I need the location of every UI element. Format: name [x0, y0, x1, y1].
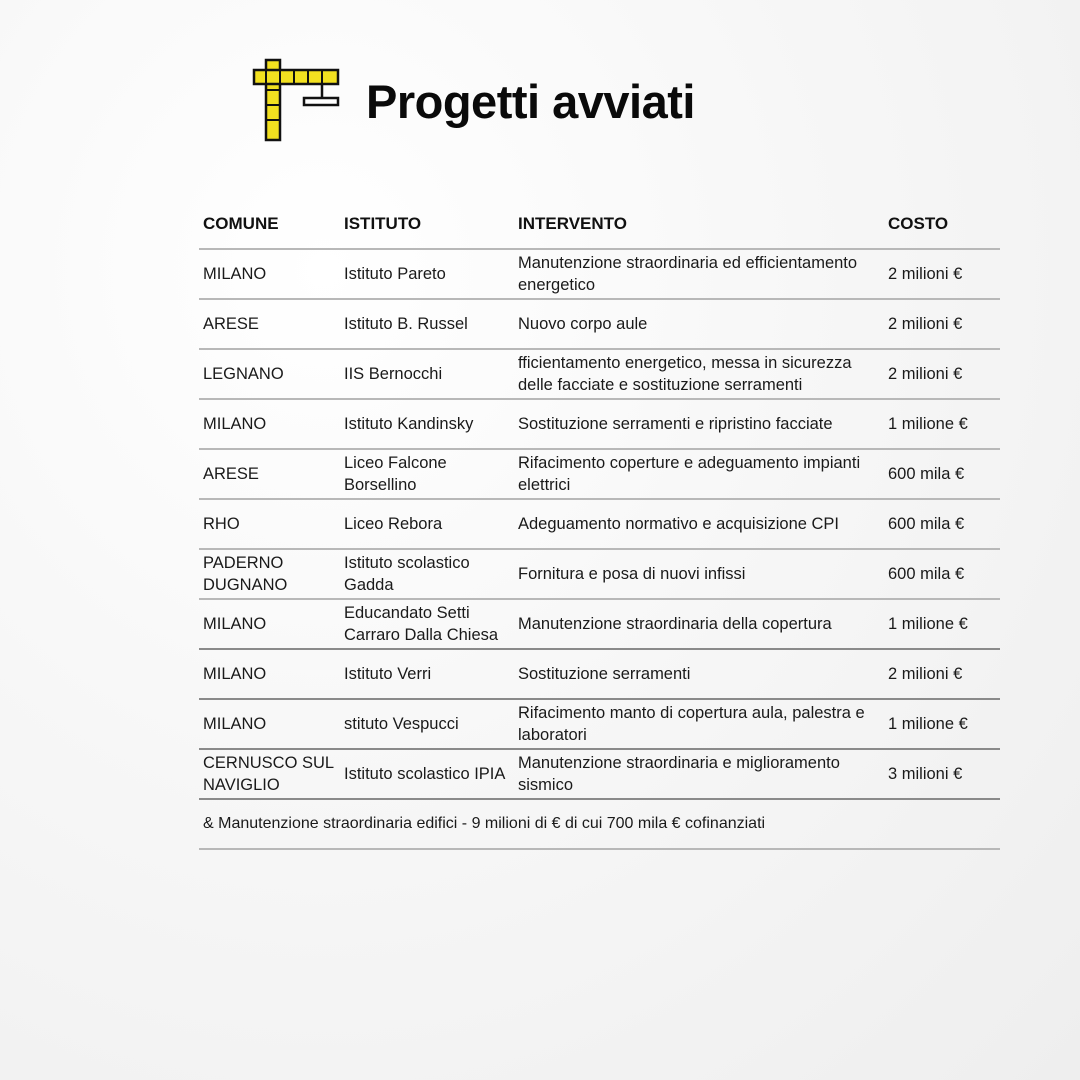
cell-costo: 600 mila €	[884, 549, 1000, 599]
cell-costo: 600 mila €	[884, 449, 1000, 499]
cell-comune: PADERNO DUGNANO	[199, 549, 340, 599]
cell-intervento: Manutenzione straordinaria e miglioramento sismico	[514, 749, 884, 799]
cell-costo: 2 milioni €	[884, 649, 1000, 699]
cell-istituto: Istituto Kandinsky	[340, 399, 514, 449]
column-header-costo: COSTO	[884, 200, 1000, 249]
table-row	[199, 599, 1000, 649]
cell-comune: RHO	[199, 499, 340, 549]
cell-istituto: Istituto Verri	[340, 649, 514, 699]
table-row	[199, 299, 1000, 349]
cell-comune: MILANO	[199, 399, 340, 449]
cell-istituto: stituto Vespucci	[340, 699, 514, 749]
cell-costo: 1 milione €	[884, 399, 1000, 449]
cell-intervento: Adeguamento normativo e acquisizione CPI	[514, 499, 884, 549]
cell-istituto: Istituto B. Russel	[340, 299, 514, 349]
cell-costo: 2 milioni €	[884, 249, 1000, 299]
cell-comune: MILANO	[199, 249, 340, 299]
cell-comune: CERNUSCO SUL NAVIGLIO	[199, 749, 340, 799]
table-row	[199, 499, 1000, 549]
table-row	[199, 249, 1000, 299]
table-header-row	[199, 200, 1000, 249]
cell-istituto: Liceo Rebora	[340, 499, 514, 549]
cell-intervento: Sostituzione serramenti	[514, 649, 884, 699]
table-row	[199, 649, 1000, 699]
cell-costo: 3 milioni €	[884, 749, 1000, 799]
cell-intervento: Fornitura e posa di nuovi infissi	[514, 549, 884, 599]
column-header-comune: COMUNE	[199, 200, 340, 249]
cell-intervento: Manutenzione straordinaria ed efficientamento energetico	[514, 249, 884, 299]
cell-istituto: Istituto Pareto	[340, 249, 514, 299]
cell-comune: MILANO	[199, 699, 340, 749]
cell-istituto: Educandato Setti Carraro Dalla Chiesa	[340, 599, 514, 649]
cell-comune: ARESE	[199, 449, 340, 499]
table-row	[199, 749, 1000, 799]
cell-comune: ARESE	[199, 299, 340, 349]
cell-intervento: Sostituzione serramenti e ripristino facciate	[514, 399, 884, 449]
cell-istituto: IIS Bernocchi	[340, 349, 514, 399]
table-footnote: & Manutenzione straordinaria edifici - 9 milioni di € di cui 700 mila € cofinanziati	[199, 799, 1000, 849]
cell-istituto: Liceo Falcone Borsellino	[340, 449, 514, 499]
table-row	[199, 399, 1000, 449]
table-note-row	[199, 799, 1000, 849]
cell-comune: MILANO	[199, 649, 340, 699]
table-row	[199, 449, 1000, 499]
cell-costo: 2 milioni €	[884, 349, 1000, 399]
cell-comune: LEGNANO	[199, 349, 340, 399]
page-header	[252, 58, 695, 144]
cell-costo: 1 milione €	[884, 599, 1000, 649]
projects-table-container	[199, 200, 1000, 850]
cell-intervento: Nuovo corpo aule	[514, 299, 884, 349]
cell-intervento: fficientamento energetico, messa in sicurezza delle facciate e sostituzione serramenti	[514, 349, 884, 399]
cell-intervento: Rifacimento coperture e adeguamento impianti elettrici	[514, 449, 884, 499]
cell-costo: 600 mila €	[884, 499, 1000, 549]
projects-table	[199, 200, 1000, 850]
cell-istituto: Istituto scolastico Gadda	[340, 549, 514, 599]
table-row	[199, 549, 1000, 599]
table-row	[199, 699, 1000, 749]
cell-intervento: Rifacimento manto di copertura aula, palestra e laboratori	[514, 699, 884, 749]
crane-icon	[252, 58, 342, 144]
cell-istituto: Istituto scolastico IPIA	[340, 749, 514, 799]
cell-intervento: Manutenzione straordinaria della copertura	[514, 599, 884, 649]
page-title: Progetti avviati	[366, 74, 695, 128]
column-header-intervento: INTERVENTO	[514, 200, 884, 249]
column-header-istituto: ISTITUTO	[340, 200, 514, 249]
cell-costo: 2 milioni €	[884, 299, 1000, 349]
cell-comune: MILANO	[199, 599, 340, 649]
table-row	[199, 349, 1000, 399]
cell-costo: 1 milione €	[884, 699, 1000, 749]
